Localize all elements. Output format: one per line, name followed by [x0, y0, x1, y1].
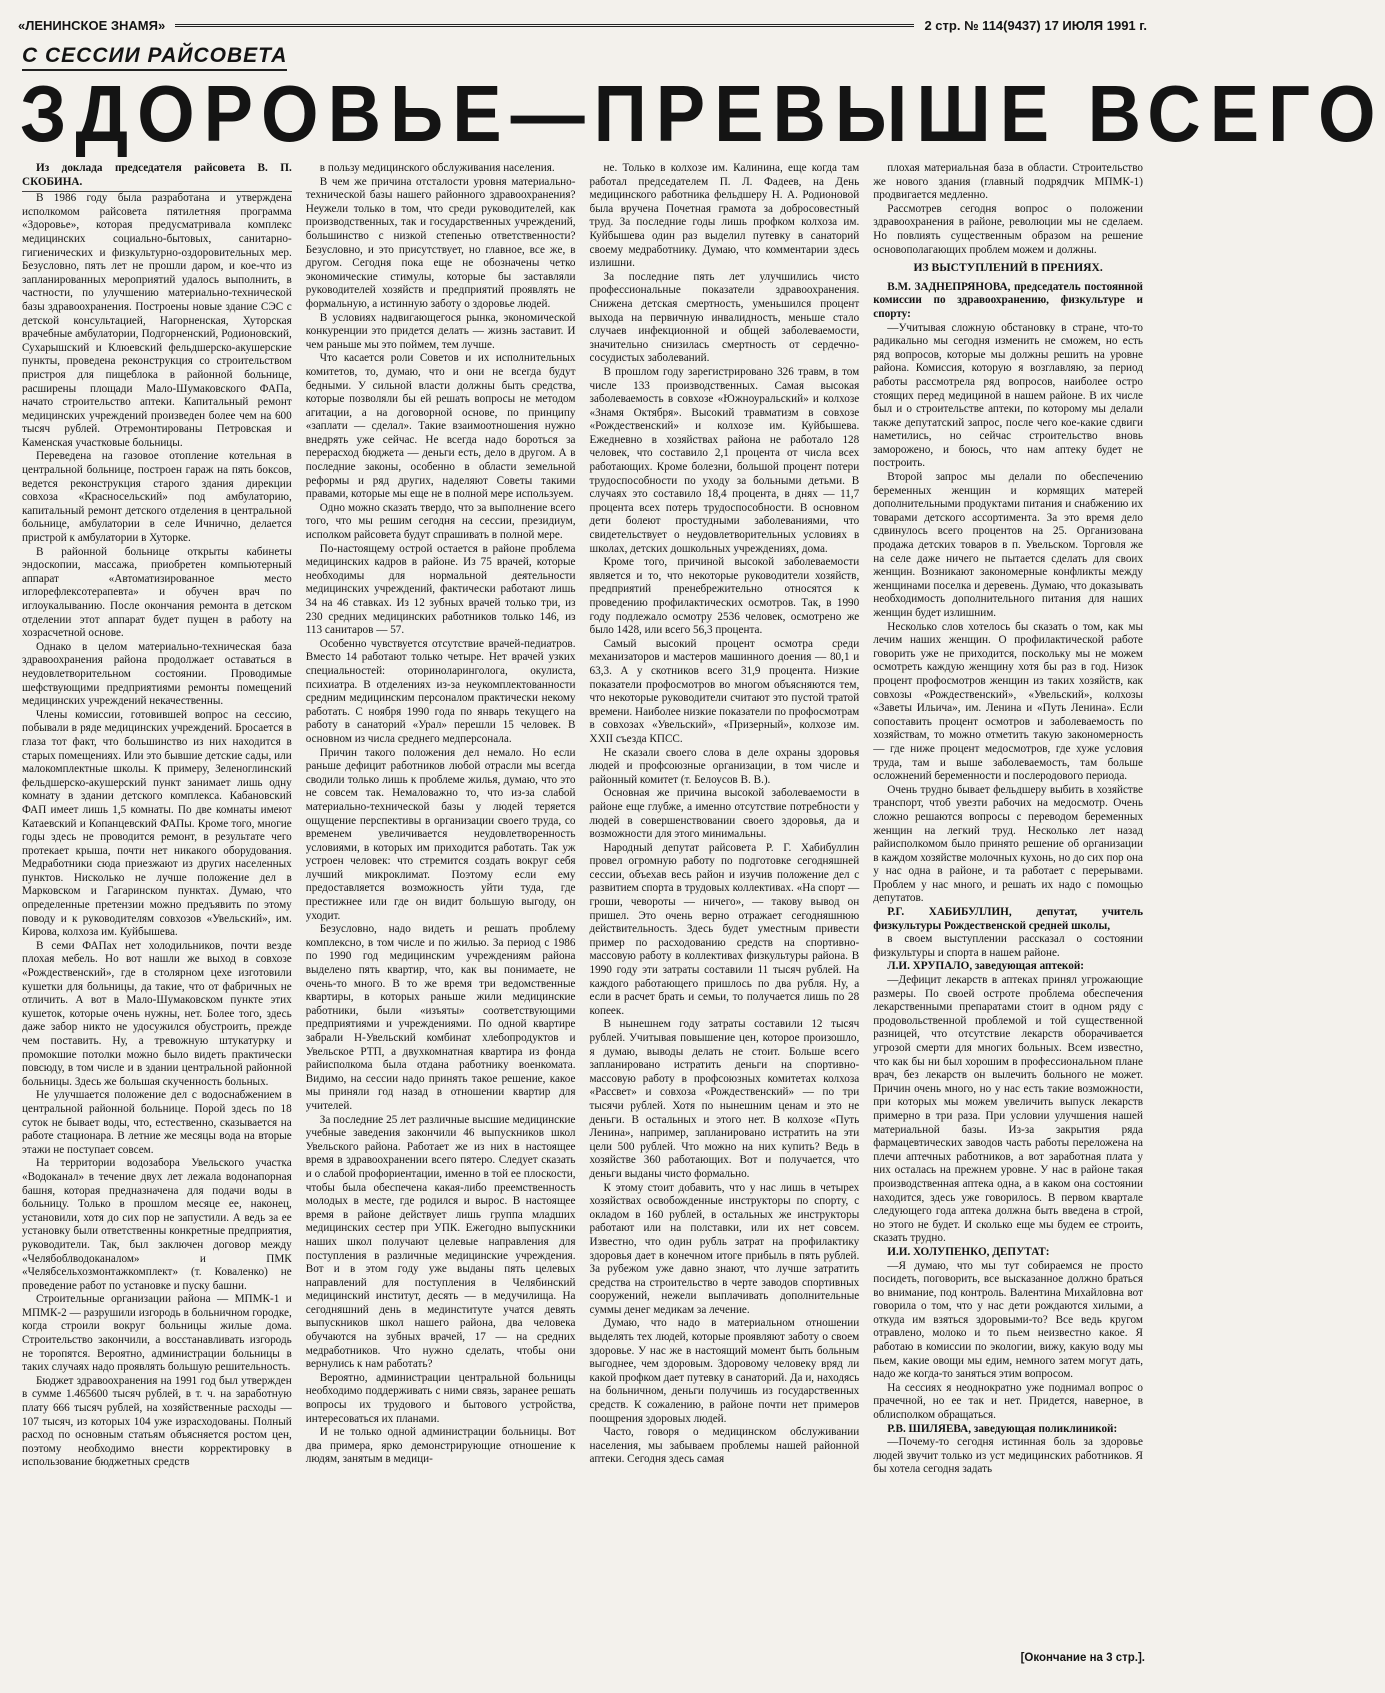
paragraph: Переведена на газовое отопление котельная в центральной больнице, построен гараж на пять боксов, ведется реконструкция старого здания дирекции совхоза «Красносельский» под амбулаторию, капитальный ремонт детского отделения в центральной больнице, амбулатории в селе Ичнично, делается пристрой к амбулатории в Хуторке.	[22, 450, 292, 545]
masthead	[18, 14, 1147, 36]
paragraph: В семи ФАПах нет холодильников, почти везде плохая мебель. Но вот нашли же выход в совхозе «Рождественский», где в столярном цехе изготовили кушетки для больницы, да такие, что от фабричных не отличить. А вот в Мало-Шумаковском пункте этих кушеток, которые очень нужны, нет. Более того, здесь даже забор никто не удосужился обустроить, прежде чем поставить. Ну, а тревожную штукатурку и промокшие потолки можно было видеть практически повсюду, в том числе и в здании центральной районной больницы. Здесь же большая скученность больных.	[22, 939, 292, 1088]
paragraph: Думаю, что надо в материальном отношении выделять тех людей, которые проявляют заботу о своем здоровье. У нас же в настоящий момент быть больным выгоднее, чем здоровым. Здоровому человеку вряд ли какой профком дает путевку в санаторий. Да и, находясь на больничном, деньги получишь из государственных средств. К сожалению, в районе почти нет примеров поощрения здоровых людей.	[589, 1317, 860, 1425]
paragraph: Самый высокий процент осмотра среди механизаторов и мастеров машинного доения — 80,1 и 63,3. А у скотников всего 31,9 процента. Низкие показатели профосмотров во многом объясняются тем, что некоторые руководители считают это пустой тратой времени. Наиболее низкие показатели по профосмотрам в совхозах «Увельский», «Призерный», колхозе им. XXII съезда КПСС.	[589, 637, 860, 745]
paragraph: Основная же причина высокой заболеваемости в районе еще глубже, а именно отсутствие потребности у людей в совершенствовании своего здоровья, да и возможности для этого минимальны.	[589, 787, 860, 841]
paragraph: Не улучшается положение дел с водоснабжением в центральной районной больнице. Порой здесь по 18 суток не бывает воды, что, естественно, сказывается на работе стационара. В летние же месяцы вода на вторые этажи не поступает совсем.	[22, 1089, 292, 1156]
paragraph: Что касается роли Советов и их исполнительных комитетов, то, думаю, что и они не всегда будут бедными. У сильной власти должны быть средства, которые позволяли бы ей решать вопросы не методом агитации, а на договорной основе, по принципу «заплати — сделал». Такие взаимоотношения нужно внедрять уже сейчас. Не всегда надо бороться за перерасход бюджета — деньги есть, дело в другом. А в последние законы, особенно в области земельной реформы и ряд других, наделяют Советы такими правами, которые мы еще не в полной мере используем.	[305, 352, 576, 501]
paragraph: Не сказали своего слова в деле охраны здоровья людей и профсоюзные организации, в том числе и районный комитет (т. Белоусов В. В.).	[589, 746, 860, 786]
column-2-text	[306, 162, 576, 1467]
issue-info: 2 стр. № 114(9437) 17 ИЮЛЯ 1991 г.	[924, 17, 1147, 33]
paragraph: В чем же причина отсталости уровня материально-технической базы нашего районного здравоохранения? Неужели только в том, что среди руководителей, как производственных, так и государственных учреждений, большинство с низкой степенью ответственности? Безусловно, и это присутствует, но главное, все же, в другом. Сегодня пока еще не обозначены четко экономические стимулы, которые бы заставляли руководителей хозяйств и предприятий проявлять не формальную, а истинную заботу о здоровье людей.	[305, 175, 576, 310]
speech-paragraph: в своем выступлении рассказал о состоянии физкультуры и спорта в нашем районе.	[873, 933, 1143, 959]
paragraph: Причин такого положения дел немало. Но если раньше дефицит работников любой отрасли мы всегда сводили только лишь к проблеме жилья, думаю, что это не совсем так. Немаловажно то, что из-за слабой материально-технической базы у людей теряется ощущение перспективы в организации своего труда, со временем увеличивается неудовлетворенность условиями, в которых им приходится работать. Так уж устроен человек: что стремится создать вокруг себя лучший микроклимат. Поэтому если ему предоставляется возможность уйти туда, где престижнее или где он видит большую выгоду, он уходит.	[305, 746, 576, 922]
speech-paragraph: Второй запрос мы делали по обеспечению беременных женщин и кормящих матерей дополнительными продуктами питания и снабжению их товарами детского ассортимента. За это время дело сдвинулось всего процентов на 25. Организована продажа детских товаров в п. Увельском. Торговля же на селе даже ничего не пытается сделать для своих женщин. Возникают закономерные конфликты между женщинами поселка и деревень. Думаю, что доказывать необходимость дополнительного питания для наших женщин будет излишним.	[873, 471, 1143, 619]
paragraph: В прошлом году зарегистрировано 326 травм, в том числе 133 производственных. Самая высокая заболеваемость в совхозе «Южноуральский» и колхозе «Знамя Октября». Высокий травматизм в совхозе «Рождественский» и колхозе им. Куйбышева. Ежедневно в хозяйствах района не работало 128 человек, что составило 2,1 процента от числа всех работающих. Кроме болезни, большой процент потери трудоспособности по уходу за больными детьми. В случаях это составило 18,4 процента, в днях — 11,7 процента всех потерь трудоспособности. В основном дети болеют простудными заболеваниями, что свидетельствует о неудовлетворительных условиях в школах, детских дошкольных учреждениях, дома.	[589, 365, 860, 555]
speaker-label: В.М. ЗАДНЕПРЯНОВА, председатель постоянной комиссии по здравоохранению, физкультуре и спорту:	[873, 280, 1143, 320]
speaker-name	[873, 906, 1143, 933]
column-2	[306, 162, 576, 1654]
speaker-name	[873, 1246, 1143, 1260]
paragraph: плохая материальная база в области. Строительство же нового здания (главный подрядчик МПМК-1) продвигается медленно.	[873, 162, 1143, 202]
column-1	[22, 162, 292, 1654]
speech-paragraph: —Почему-то сегодня истинная боль за здоровье людей звучит только из уст медицинских работников. Я бы хотела сегодня задать	[873, 1436, 1143, 1476]
column-4-text	[873, 162, 1143, 257]
speaker-label: И.И. ХОЛУПЕНКО, ДЕПУТАТ:	[887, 1245, 1050, 1258]
speaker-name	[873, 960, 1143, 974]
paragraph: Строительные организации района — МПМК-1 и МПМК-2 — разрушили изгородь в больничном городке, когда строили вокруг больницы жилые дома. Строительство закончили, а восстанавливать изгородь не торопятся. Вероятно, администрации больницы в таких случаях надо проявлять большую решительность.	[22, 1293, 292, 1374]
paragraph: Кроме того, причиной высокой заболеваемости является и то, что некоторые руководители хозяйств, предприятий пренебрежительно относятся к проведению профилактических осмотров. Так, в 1990 году подлежало осмотру 2536 человек, осмотрено же было 1428, или всего 56,3 процента.	[589, 556, 860, 637]
speech-paragraph: —Я думаю, что мы тут собираемся не просто посидеть, поговорить, все высказанное должно браться во внимание, под контроль. Валентина Михайловна вот говорила о том, что у нас дети рождаются хилыми, а откуда им взяться здоровыми-то? Все ведь кругом отравлено, молоко и то пьем неизвестно какое. Я работаю в комиссии по экологии, вижу, какую воду мы пьем, какие овощи мы едим, немного затем могут дать, надо же когда-то заняться этим вопросом.	[873, 1259, 1143, 1381]
paragraph: Особенно чувствуется отсутствие врачей-педиатров. Вместо 14 работают только четыре. Нет врачей узких специальностей: оториноларинголога, окулиста, психиатра. В отделениях из-за неукомплектованности средним медицинским персоналом практически некому работать. С ноября 1990 года по январь текущего на работу в санаторий «Урал» перешли 15 человек. В основном из числа среднего медперсонала.	[305, 637, 576, 745]
paragraph: За последние 25 лет различные высшие медицинские учебные заведения закончили 46 выпускников школ Увельского района. Работает же из них в настоящее время в здравоохранении всего пятеро. Следует сказать и о слабой профориентации, именно в той ее плоскости, чтобы была обеспечена какая-либо преемственность молодых в месте, где родился и вырос. В настоящее время в районе действует лишь группа младших медицинских сестер при УПК. Ежегодно выпускники наших школ получают целевые направления для поступления в различные медицинские учреждения. Вот и в этом году уже выданы пять целевых направлений для поступления в Челябинский медицинский институт, десять — в медучилища. На сегодняшний день в мединституте учатся девять выпускников школ нашего района, два человека обучаются на зубных врачей, 17 — на средних медработников. Что нужно сделать, чтобы они вернулись к нам работать?	[305, 1113, 576, 1371]
lead: Из доклада председателя райсовета В. П. СКОБИНА.	[22, 162, 292, 192]
paragraph: Члены комиссии, готовившей вопрос на сессию, побывали в ряде медицинских учреждений. Бросается в глаза тот факт, что большинство из них находится в старых помещениях. Или это бывшие детские сады, или малокомплектные школы. К примеру, Зеленоглинский фельдшерско-акушерский пункт занимает лишь одну комнату в здании детского комплекса. Кабановский ФАП имеет лишь 1,5 комнаты. По две комнаты имеют Катаевский и Копанцевский ФАПы. Кроме того, многие годы здесь не проводится ремонт, в результате чего протекает крыша, почти нет никакого оборудования. Медработники сюда приезжают из других населенных пунктов. Нисколько не лучше положение дел в Марковском и Гагаринском пунктах. Думаю, что определенные претензии можно предъявить по этому поводу и к руководителям совхозов «Увельский», им. Кирова, колхоза им. Куйбышева.	[22, 708, 292, 939]
paragraph: Часто, говоря о медицинском обслуживании населения, мы забываем проблемы нашей районной аптеки. Сегодня здесь самая	[589, 1426, 860, 1466]
continued-note: [Окончание на 3 стр.].	[1020, 1652, 1145, 1664]
column-4	[873, 162, 1143, 1654]
paragraph: Безусловно, надо видеть и решать проблему комплексно, в том числе и по жилью. За период с 1986 по 1990 год медицинским учреждениям района выделено пять квартир, что, как вы понимаете, не очень-то много. В то же время три ведомственные квартиры, в которых раньше жили медицинские работники, были «изъяты» соответствующими предприятиями и учреждениями. По одной квартире забрали Н-Увельский комбинат хлебопродуктов и Увельское РТП, а двухкомнатная квартира из фонда райисполкома была отдана работнику военкомата. Видимо, на сессии надо принять такое решение, какое мы приняли год назад в отношении квартир для учителей.	[305, 923, 576, 1112]
speaker-name	[873, 281, 1143, 322]
paragraph: не. Только в колхозе им. Калинина, еще когда там работал председателем П. Л. Фадеев, на День медицинского работника фельдшеру Н. А. Родионовой была вручена Почетная грамота за добросовестный труд. За последние годы лишь профком колхоза им. Куйбышева один раз выделил путевку в санаторий своему медработнику. Думаю, что комментарии здесь излишни.	[589, 162, 860, 270]
paragraph: В 1986 году была разработана и утверждена исполкомом райсовета пятилетняя программа «Здоровье», которая предусматривала комплекс медицинских социально-бытовых, санитарно-гигиенических и физкультурно-оздоровительных мер. Безусловно, пять лет не прошли даром, и кое-что из запланированных мероприятий удалось выполнить, в частности, по улучшению материально-технической базы здравоохранения. Построены новые здание СЭС с детской консультацией, Нагорненская, Хуторская врачебные амбулатории, Подгорненский, Родионовский, Сухарышский и Клюевский фельдшерско-акушерские пункты, проведена реконструкция со строительством пристроя для пищеблока в районной больнице, расширены площади Мало-Шумаковского ФАПа, начато строительство аптеки. Капитальный ремонт медицинских учреждений произведен более чем на 600 тысяч рублей. Отремонтированы Петровская и Каменская участковые больницы.	[22, 192, 292, 449]
paragraph: Однако в целом материально-техническая база здравоохранения района продолжает оставаться в неудовлетворительном состоянии. Проводимые шефствующими предприятиями ремонты помещений медицинских учреждений некачественны.	[22, 640, 292, 708]
speech-paragraph: —Учитывая сложную обстановку в стране, что-то радикально мы сегодня изменить не сможем, но есть ряд вопросов, которые мы должны решить на уровне района. Комиссия, которую я возглавляю, за период работы рассмотрела ряд вопросов, наиболее остро стоящих перед медициной в нашем районе. В их числе был и о строительстве аптеки, по которому мы делали также депутатский запрос, после чего кое-какие сдвиги наметились, но сейчас строительство вновь заморожено, и боюсь, что нам аптеку будет не построить.	[873, 321, 1143, 470]
paragraph: Народный депутат райсовета Р. Г. Хабибуллин провел огромную работу по подготовке сегодняшней сессии, объехав весь район и изучив положение дел с развитием спорта в трудовых коллективах. «На спорт — гроши, чевороты — ничего», — такову вывод он пришел. Это очень верно отражает сегодняшнюю действительность. Здесь будет уместным привести пример по расходованию средств на спортивно-массовую работу в коллективах физкультуры района. В 1990 году эти затраты составили 11 тысяч рублей. На каждого работающего пришлось по два рубля. Ну, а если в расчет брать и семьи, то получается лишь по 28 копеек.	[589, 841, 860, 1017]
paragraph: За последние пять лет улучшились чисто профессиональные показатели здравоохранения. Снижена детская смертность, уменьшился процент выхода на первичную инвалидность, меньше стало случаев инфекционной и общей заболеваемости, значительно снизилась смертность от сердечно-сосудистых заболеваний.	[589, 270, 860, 365]
speaker-label: Р.В. ШИЛЯЕВА, заведующая поликлиникой:	[887, 1422, 1118, 1435]
paragraph: Вероятно, администрации центральной больницы необходимо поддерживать с ними связь, заранее решать вопросы их трудового и бытового устройства, интересоваться их планами.	[305, 1371, 576, 1425]
paragraph: В условиях надвигающегося рынка, экономической конкуренции это придется делать — жизнь заставит. И чем раньше мы это поймем, тем лучше.	[305, 311, 576, 351]
paragraph: В районной больнице открыты кабинеты эндоскопии, массажа, приобретен компьютерный аппарат «Автоматизированное место иглорефлексотерапевта» и обучен врач по иглоукалыванию. После окончания ремонта в детском отделении этот аппарат будет пущен в работу на хозрасчетной основе.	[22, 545, 292, 640]
masthead-rule	[175, 24, 914, 27]
column-1-text	[22, 192, 292, 1470]
speech-paragraph: На сессиях я неоднократно уже поднимал вопрос о прачечной, но ее так и нет. Придется, наверное, в облисполком обращаться.	[873, 1381, 1143, 1422]
paragraph: По-настоящему острой остается в районе проблема медицинских кадров в районе. Из 75 врачей, которые необходимы для нормальной деятельности медицинских учреждений, фактически работают лишь 34 на 46 ставках. Из 12 зубных врачей только три, из 230 средних медицинских работников только 146, из 113 санитаров — 57.	[305, 542, 576, 637]
rubric: С СЕССИИ РАЙСОВЕТА	[22, 44, 287, 71]
paragraph: В нынешнем году затраты составили 12 тысяч рублей. Учитывая повышение цен, которое произошло, я думаю, выводы делать не стоит. Больше всего запланировано истратить деньги на спортивно-массовую работу в профсоюзных комитетах колхоза «Рассвет» и совхоза «Рождественский» — по три тысячи рублей. Хотя по нынешним ценам и это не деньги. В остальных и этого нет. В колхозе «Путь Ленина», например, запланировано истратить на эти цели 500 рублей. Что можно на них купить? Ведь в хозяйстве 360 работающих. Вот и получается, что деньги выданы чисто формально.	[589, 1018, 860, 1180]
speaker-name	[873, 1423, 1143, 1437]
headline: ЗДОРОВЬЕ—ПРЕВЫШЕ ВСЕГО	[20, 68, 1385, 159]
paragraph: Одно можно сказать твердо, что за выполнение всего того, что мы решим сегодня на сессии, президиум, исполком райсовета будут спрашивать в полной мере.	[305, 501, 576, 542]
paragraph: Бюджет здравоохранения на 1991 год был утвержден в сумме 1.465600 тысяч рублей, в т. ч. на заработную плату 666 тысяч рублей, на хозяйственные расходы — 107 тысяч, из которых 104 уже израсходованы. Полный расход по основным статьям объясняется ростом цен, поэтому необходимо внести корректировку в использование бюджетных средств	[22, 1374, 292, 1469]
column-3	[590, 162, 860, 1654]
article-body	[22, 162, 1143, 1654]
paragraph: в пользу медицинского обслуживания населения.	[319, 162, 555, 174]
speeches	[873, 281, 1143, 1477]
paragraph: И не только одной администрации больницы. Вот два примера, ярко демонстрирующие отношение к людям, занятым в медици-	[305, 1426, 576, 1466]
paragraph: Рассмотрев сегодня вопрос о положении здравоохранения в районе, революции мы не сделаем. Но повлиять существенным образом на решение основополагающих проблем можем и должны.	[873, 202, 1143, 256]
column-3-text	[590, 162, 860, 1467]
speech-paragraph: —Дефицит лекарств в аптеках принял угрожающие размеры. По своей остроте проблема обеспечения лекарственными препаратами стоит в одном ряду с продовольственной проблемой и той существенной разницей, что отсутствие лекарств оборачивается угрозой смерти для многих больных. Всем известно, что как бы ни был хорошим в профессиональном плане врач, без лекарств он вылечить больного не может. Причин очень много, но у нас есть такие возможности, при которых мы можем увеличить выпуск лекарств примерно в три раза. При условии улучшения нашей материальной базы. Из-за закрытия ряда фармацевтических заводов часть работы переложена на плечи аптечных работников, а вот заработная плата у них осталась на прежнем уровне. У нас в районе такая производственная аптека одна, а в каком она состоянии находится, здесь уже говорилось. В первом квартале следующего года аптека должна быть введена в строй, но этого не будет. И сколько еще мы будем ее строить, сказать трудно.	[873, 974, 1143, 1245]
speech-paragraph: Несколько слов хотелось бы сказать о том, как мы лечим наших женщин. О профилактической работе говорить уже не приходится, поскольку мы не можем осмотреть каждую женщину хотя бы раз в год. Низок процент профосмотров женщин из таких хозяйств, как совхозы «Рождественский», «Увельский», колхозы «Заветы Ильича», им. Ленина и «Путь Ленина». Если сопоставить процент осмотров и заболеваемость по хозяйствам, то можно отметить такую закономерность — где ниже процент медосмотров, где хуже условия труда, там и выше заболеваемость, там больше осложнений беременности и послеродового периода.	[873, 620, 1143, 783]
paragraph: К этому стоит добавить, что у нас лишь в четырех хозяйствах освобожденные инструкторы по спорту, с окладом в 160 рублей, в остальных же инструкторы работают или на полставки, или их нет совсем. Известно, что один рубль затрат на профилактику здоровья дает в конечном итоге прибыль в пять рублей. За рубежом уже давно знают, что лучше затратить средства на строительство в черте заводов спортивных сооружений, нежели выплачивать дополнительные суммы денег медикам за лечение.	[589, 1181, 860, 1316]
newspaper-name: «ЛЕНИНСКОЕ ЗНАМЯ»	[18, 17, 166, 33]
speech-paragraph: Очень трудно бывает фельдшеру выбить в хозяйстве транспорт, чтоб увезти рабочих на медосмотр. Очень сложно решаются вопросы с переводом беременных женщин на легкий труд. Несколько лет назад райисполкомом было принято решение об организации в каждом хозяйстве молочных кухонь, но до сих пор она у нас одна в районе, и та работает с перерывами. Проблем у нас много, и решать их надо с помощью депутатов.	[873, 783, 1143, 905]
speaker-label: Р.Г. ХАБИБУЛЛИН, депутат, учитель физкультуры Рождественской средней школы,	[873, 906, 1143, 932]
debate-heading: ИЗ ВЫСТУПЛЕНИЙ В ПРЕНИЯХ.	[913, 261, 1103, 275]
speaker-label: Л.И. ХРУПАЛО, заведующая аптекой:	[887, 960, 1084, 973]
paragraph: На территории водозабора Увельского участка «Водоканал» в течение двух лет лежала водонапорная башня, которая предназначена для подачи воды в больницу. Только в прошлом месяце ее, наконец, установили, хотя до сих пор не запустили. А ведь за ее установку были ответственны конкретные предприятия, руководители. Так, был заключен договор между «Челябоблводоканалом» и ПМК «Челябсельхозмонтажкомплект» (т. Коваленко) не проведение работ по установке и пуску башни.	[22, 1157, 292, 1292]
